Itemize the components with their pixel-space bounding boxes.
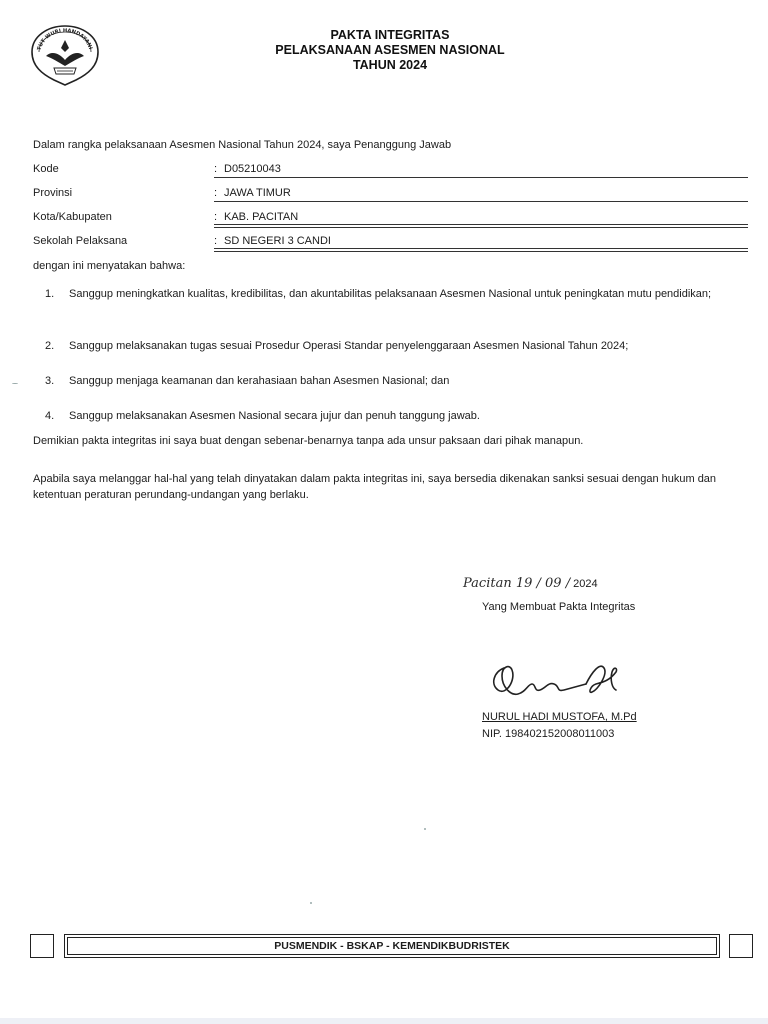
statement-text: Sanggup meningkatkan kualitas, kredibilitas, dan akuntabilitas pelaksanaan Asesmen Nasional untuk peningkatan mutu pendidikan; bbox=[69, 288, 712, 300]
signatory-role: Yang Membuat Pakta Integritas bbox=[482, 601, 636, 613]
footer-bar: PUSMENDIK - BSKAP - KEMENDIKBUDRISTEK bbox=[64, 934, 720, 958]
field-underline bbox=[214, 177, 748, 178]
title-line-3: TAHUN 2024 bbox=[352, 58, 428, 72]
scan-edge bbox=[0, 1018, 768, 1024]
place-date bbox=[463, 576, 598, 591]
field-label-sekolah-pelaksana: Sekolah Pelaksana bbox=[33, 235, 128, 247]
statement-number: 2. bbox=[45, 340, 55, 352]
statement-text: Sanggup menjaga keamanan dan kerahasiaan bahan Asesmen Nasional; dan bbox=[69, 375, 450, 387]
scan-speck bbox=[424, 828, 426, 830]
date-year: 2024 bbox=[573, 578, 598, 590]
footer-corner-box-left bbox=[30, 934, 54, 958]
field-value-kota-kabupaten: KAB. PACITAN bbox=[224, 211, 299, 223]
field-value-sekolah-pelaksana: SD NEGERI 3 CANDI bbox=[224, 235, 331, 247]
tut-wuri-handayani-emblem-icon bbox=[28, 22, 102, 88]
title-line-2: PELAKSANAAN ASESMEN NASIONAL bbox=[275, 43, 505, 57]
field-value-provinsi: JAWA TIMUR bbox=[224, 187, 291, 199]
sanction-statement: Apabila saya melanggar hal-hal yang telah dinyatakan dalam pakta integritas ini, saya bersedia dikenakan sanksi sesuai dengan hukum dan ketentuan peraturan perundang-undangan yang berlaku. bbox=[33, 473, 717, 501]
signatory-name: NURUL HADI MUSTOFA, M.Pd bbox=[482, 711, 637, 723]
signatory-nip: NIP. 198402152008011003 bbox=[482, 728, 615, 740]
footer-corner-box-right bbox=[729, 934, 753, 958]
statement-number: 1. bbox=[45, 288, 55, 300]
field-underline bbox=[214, 224, 748, 228]
statement-number: 4. bbox=[45, 410, 55, 422]
title-line-1: PAKTA INTEGRITAS bbox=[330, 28, 450, 42]
scan-speck bbox=[12, 383, 18, 384]
statement-number: 3. bbox=[45, 375, 55, 387]
handwritten-signature bbox=[482, 650, 632, 710]
statement-text: Sanggup melaksanakan tugas sesuai Prosedur Operasi Standar penyelenggaraan Asesmen Nasional Tahun 2024; bbox=[69, 340, 629, 352]
field-value-kode: D05210043 bbox=[224, 163, 281, 175]
field-colon: : bbox=[214, 211, 218, 223]
handwritten-place-date: Pacitan 19 / 09 / bbox=[463, 576, 571, 591]
field-underline bbox=[214, 201, 748, 202]
field-colon: : bbox=[214, 235, 218, 247]
field-label-kota-kabupaten: Kota/Kabupaten bbox=[33, 211, 112, 223]
field-colon: : bbox=[214, 163, 218, 175]
emblem-motto: TUT WURI HANDAYANI bbox=[36, 27, 94, 52]
field-colon: : bbox=[214, 187, 218, 199]
closing-statement: Demikian pakta integritas ini saya buat dengan sebenar-benarnya tanpa ada unsur paksaan dari pihak manapun. bbox=[33, 435, 584, 447]
statement-text: Sanggup melaksanakan Asesmen Nasional secara jujur dan penuh tanggung jawab. bbox=[69, 410, 480, 422]
scan-speck bbox=[310, 902, 312, 904]
field-underline bbox=[214, 248, 748, 252]
field-label-kode: Kode bbox=[33, 163, 59, 175]
declaration-intro: dengan ini menyatakan bahwa: bbox=[33, 260, 186, 272]
intro-text: Dalam rangka pelaksanaan Asesmen Nasional Tahun 2024, saya Penanggung Jawab bbox=[33, 139, 452, 151]
document-title bbox=[200, 28, 580, 73]
field-label-provinsi: Provinsi bbox=[33, 187, 73, 199]
